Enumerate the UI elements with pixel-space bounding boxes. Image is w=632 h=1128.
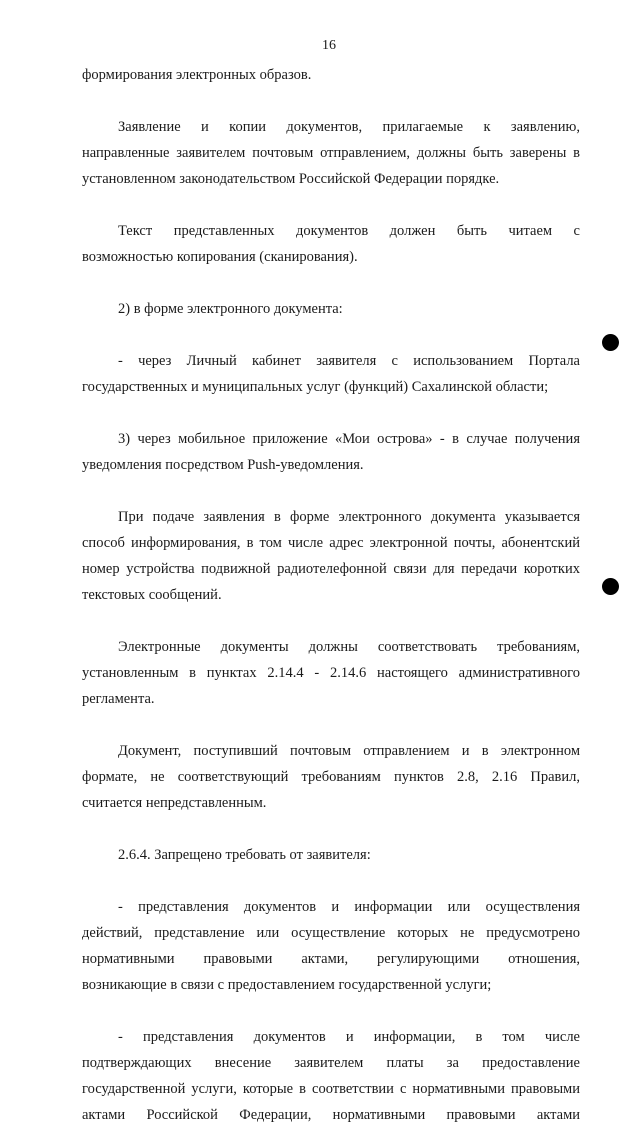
paragraph-first-line: - представления документов и информации, в том числе [118, 1029, 580, 1045]
paragraph-first-line: 2.6.4. Запрещено требовать от заявителя: [118, 847, 371, 863]
paragraph-first-line: Документ, поступивший почтовым отправлением и в электронном [118, 743, 580, 759]
text-line: формате, не соответствующий требованиям пунктов 2.8, 2.16 Правил, [82, 769, 580, 785]
paragraph-gap [82, 608, 580, 634]
paragraph-first-line: Электронные документы должны соответствовать требованиям, [118, 639, 580, 655]
text-line: действий, представление или осуществление которых не предусмотрено [82, 925, 580, 941]
text-line: установленном законодательством Российской Федерации порядке. [82, 171, 500, 187]
paragraph-first-line: 2) в форме электронного документа: [118, 301, 343, 317]
paragraph-gap [82, 400, 580, 426]
paragraph-first-line: 3) через мобильное приложение «Мои острова» - в случае получения [118, 431, 580, 447]
paragraph-gap [82, 192, 580, 218]
text-line: актами Российской Федерации, нормативными правовыми актами [82, 1107, 580, 1123]
paragraph-gap [82, 816, 580, 842]
text-line: уведомления посредством Push-уведомления. [82, 457, 364, 473]
paragraph-gap [82, 270, 580, 296]
text-line: государственных и муниципальных услуг (функций) Сахалинской области; [82, 379, 549, 395]
punch-hole-mark [602, 334, 619, 351]
paragraph-first-line: - через Личный кабинет заявителя с использованием Портала [118, 353, 580, 369]
punch-hole-mark [602, 578, 619, 595]
text-line: способ информирования, в том числе адрес электронной почты, абонентский [82, 535, 580, 551]
paragraph-first-line: - представления документов и информации или осуществления [118, 899, 580, 915]
paragraph-first-line: Заявление и копии документов, прилагаемые к заявлению, [118, 119, 580, 135]
text-line: возможностью копирования (сканирования). [82, 249, 358, 265]
paragraph-gap [82, 478, 580, 504]
page-number: 16 [322, 38, 336, 53]
paragraph-gap [82, 322, 580, 348]
text-line: возникающие в связи с предоставлением государственной услуги; [82, 977, 492, 993]
text-line: регламента. [82, 691, 155, 707]
text-line: текстовых сообщений. [82, 587, 222, 603]
text-line: считается непредставленным. [82, 795, 267, 811]
text-line: подтверждающих внесение заявителем платы за предоставление [82, 1055, 580, 1071]
document-body [82, 62, 580, 1128]
text-line: формирования электронных образов. [82, 67, 312, 83]
paragraph-first-line: Текст представленных документов должен быть читаем с [118, 223, 580, 239]
text-line: государственной услуги, которые в соответствии с нормативными правовыми [82, 1081, 580, 1097]
paragraph-gap [82, 998, 580, 1024]
text-line: нормативными правовыми актами, регулирующими отношения, [82, 951, 580, 967]
paragraph-gap [82, 868, 580, 894]
text-line: установленным в пунктах 2.14.4 - 2.14.6 настоящего административного [82, 665, 580, 681]
paragraph-gap [82, 712, 580, 738]
text-line: направленные заявителем почтовым отправлением, должны быть заверены в [82, 145, 580, 161]
paragraph-gap [82, 88, 580, 114]
paragraph-first-line: При подаче заявления в форме электронного документа указывается [118, 509, 580, 525]
text-line: номер устройства подвижной радиотелефонной связи для передачи коротких [82, 561, 580, 577]
